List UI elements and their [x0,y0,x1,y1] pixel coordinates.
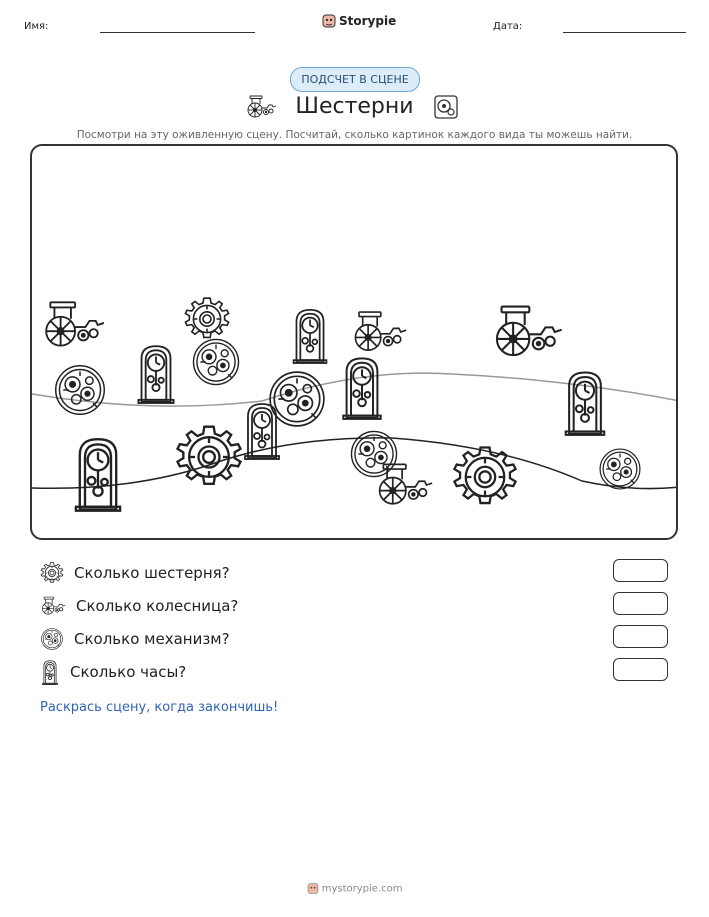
brand-logo [322,13,396,29]
counting-scene[interactable] [30,144,678,540]
question-clock [40,659,186,685]
scene-illustration [32,146,678,540]
mechanism-icon [432,93,460,121]
clock-item [76,439,120,511]
date-label: Дата: [493,21,523,32]
activity-tag: ПОДСЧЕТ В СЦЕНЕ [290,67,420,92]
question-text: Сколько часы? [70,663,187,681]
instructions: Посмотри на эту оживленную сцену. Посчитай, сколько картинок каждого вида ты можешь найти. [76,129,633,141]
question-gear [40,560,230,586]
gear-icon [40,561,64,585]
chariot-item [380,464,433,503]
storypie-mascot-icon [322,13,336,29]
date-line[interactable] [563,32,686,33]
gear-item [185,298,228,337]
storypie-mascot-icon [307,882,319,895]
gear-item [454,448,515,504]
gear-item [178,427,241,484]
answer-box-clock[interactable] [613,658,668,681]
question-text: Сколько колесница? [76,597,239,615]
chariot-item [46,302,104,345]
name-line[interactable] [100,32,255,33]
mechanism-item [193,339,238,384]
chariot-item [497,307,562,356]
chariot-item [355,312,406,350]
question-chariot [40,593,238,619]
name-label: Имя: [24,21,49,32]
footer-url[interactable]: mystorypie.com [321,883,403,895]
footer [0,882,709,895]
clock-item [343,358,380,419]
brand-name: Storypie [339,14,397,28]
clock-item [566,373,605,435]
coloring-note: Раскрась сцену, когда закончишь! [40,700,279,715]
mechanism-icon [40,627,64,651]
clock-item [138,346,173,403]
mechanism-item [56,366,105,415]
front-hill-line [32,438,678,489]
chariot-icon [40,595,66,617]
question-text: Сколько механизм? [74,630,230,648]
clock-item [294,310,327,363]
answer-box-chariot[interactable] [613,592,668,615]
clock-icon [40,659,60,685]
answer-box-mechanism[interactable] [613,625,668,648]
answer-box-gear[interactable] [613,559,668,582]
question-mechanism [40,626,230,652]
page-title: Шестерни [295,94,414,119]
mechanism-item [270,372,324,426]
question-text: Сколько шестерня? [74,564,230,582]
mechanism-item [600,449,640,489]
